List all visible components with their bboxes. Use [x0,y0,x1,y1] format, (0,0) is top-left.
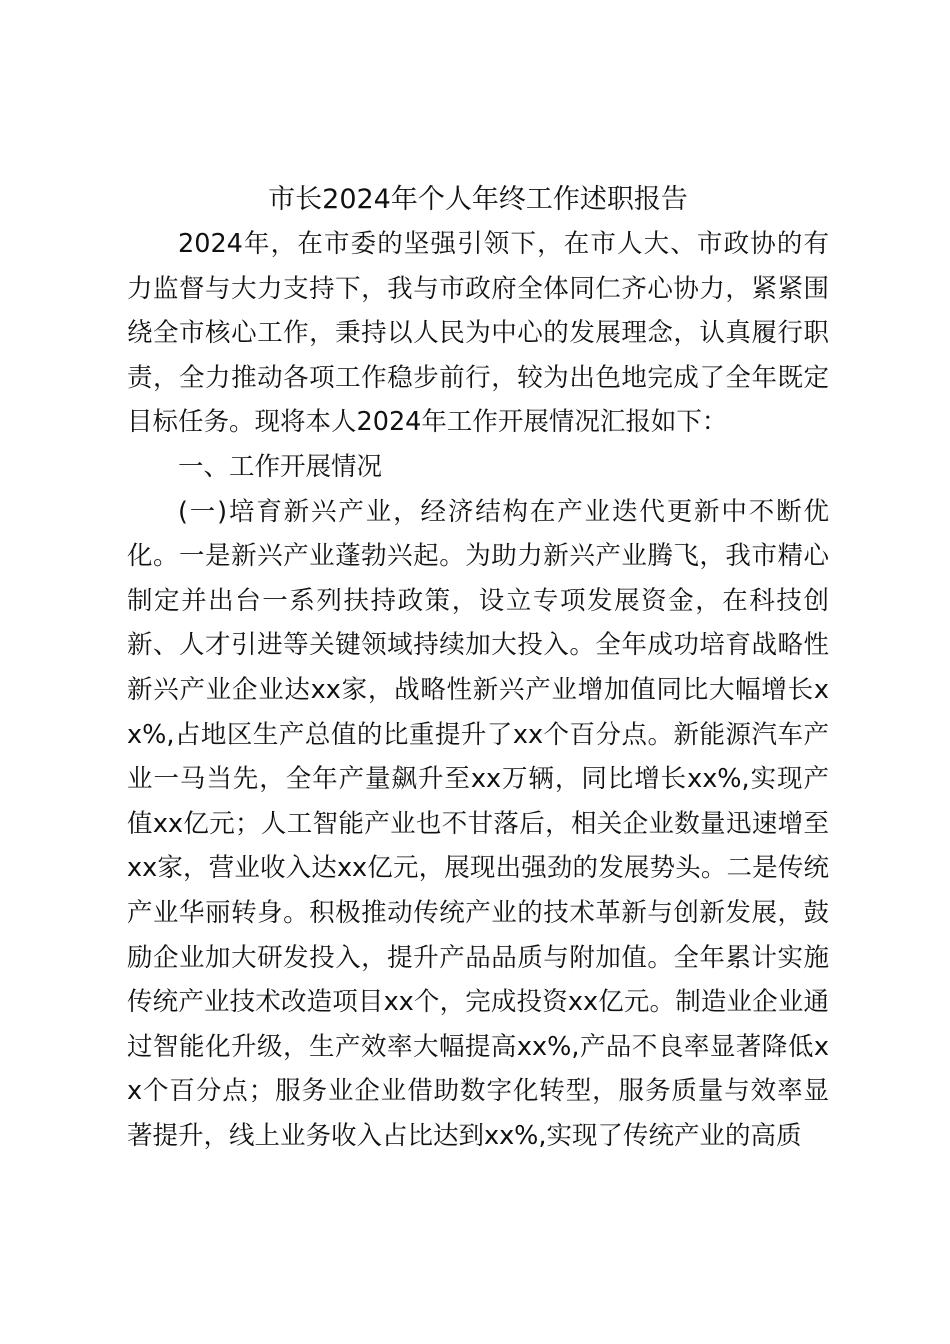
section-heading: 一、工作开展情况 [178,451,383,482]
paragraph-intro: 2024年，在市委的坚强引领下，在市人大、市政协的有力监督与大力支持下，我与市政府全体同仁齐心协力，紧紧围绕全市核心工作，秉持以人民为中心的发展理念，认真履行职责，全力推动各项工作稳步前行，较为出色地完成了全年既定目标任务。现将本人2024年工作开展情况汇报如下： [127,229,829,438]
document-title: 市长2024年个人年终工作述职报告 [268,184,688,215]
document-page [127,178,829,1158]
paragraph-industry: (一)培育新兴产业，经济结构在产业迭代更新中不断优化。一是新兴产业蓬勃兴起。为助力新兴产业腾飞，我市精心制定并出台一系列扶持政策，设立专项发展资金，在科技创新、人才引进等关键领域持续加大投入。全年成功培育战略性新兴产业企业达xx家，战略性新兴产业增加值同比大幅增长xx%,占地区生产总值的比重提升了xx个百分点。新能源汽车产业一马当先，全年产量飙升至xx万辆，同比增长xx%,实现产值xx亿元；人工智能产业也不甘落后，相关企业数量迅速增至xx家，营业收入达xx亿元，展现出强劲的发展势头。二是传统产业华丽转身。积极推动传统产业的技术革新与创新发展，鼓励企业加大研发投入，提升产品品质与附加值。全年累计实施传统产业技术改造项目xx个，完成投资xx亿元。制造业企业通过智能化升级，生产效率大幅提高xx%,产品不良率显著降低xx个百分点；服务业企业借助数字化转型，服务质量与效率显著提升，线上业务收入占比达到xx%,实现了传统产业的高质 [127,496,829,1151]
